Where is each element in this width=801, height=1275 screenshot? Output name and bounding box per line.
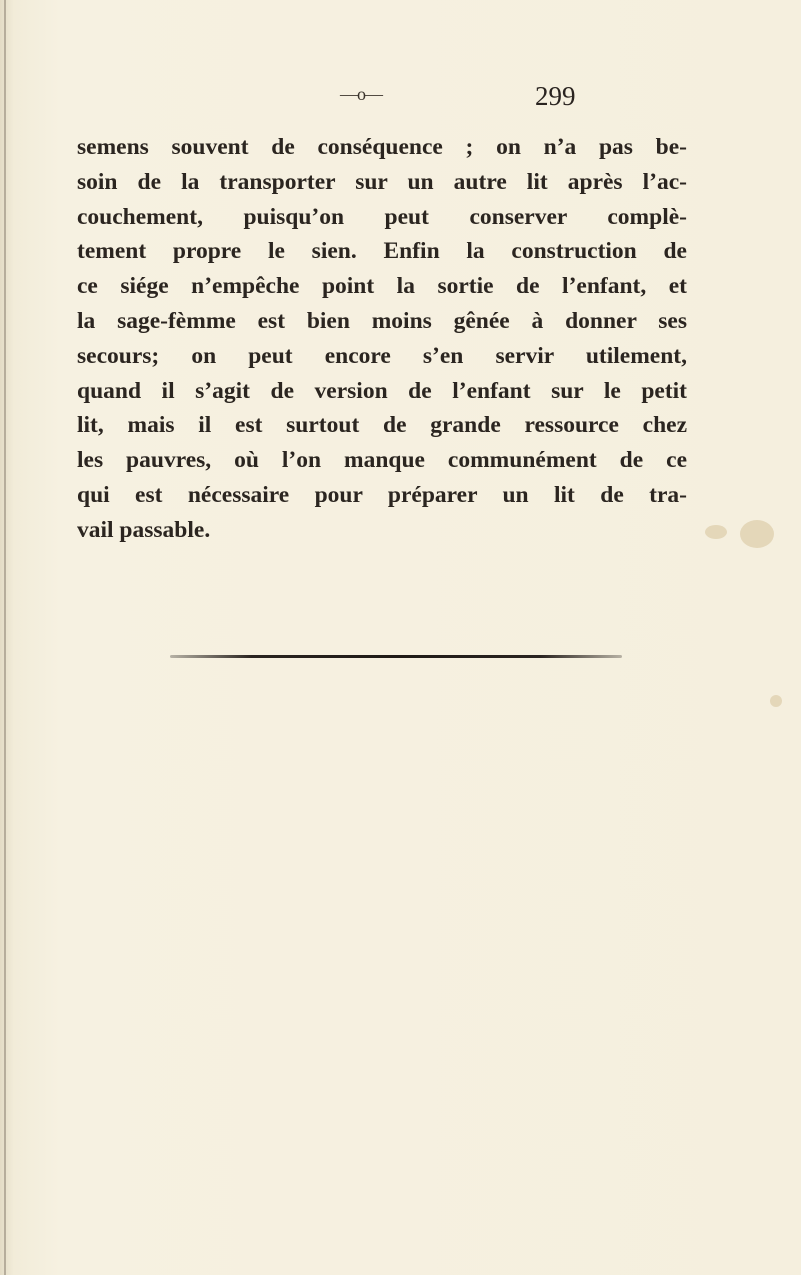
- text-line: ce siége n’empêche point la sortie de l’enfant, et: [77, 273, 687, 300]
- text-line: les pauvres, où l’on manque communément de ce: [77, 447, 687, 474]
- header-ornament: —o—: [340, 84, 382, 104]
- text-line-last: vail passable.: [77, 516, 211, 543]
- text-line: soin de la transporter sur un autre lit après l’ac-: [77, 168, 687, 195]
- page-number: 299: [535, 81, 576, 111]
- text-line: qui est nécessaire pour préparer un lit de tra-: [77, 481, 687, 508]
- body-text: [77, 130, 687, 548]
- text-line: secours; on peut encore s’en servir utilement,: [77, 342, 687, 369]
- paper-stain: [770, 695, 782, 707]
- binding-edge: [4, 0, 6, 1275]
- text-line: lit, mais il est surtout de grande ressource chez: [77, 412, 687, 439]
- paper-stain: [740, 520, 774, 548]
- text-line: semens souvent de conséquence ; on n’a pas be-: [77, 134, 687, 160]
- text-line: quand il s’agit de version de l’enfant sur le petit: [77, 377, 687, 404]
- page-header: [340, 81, 690, 114]
- text-line: couchement, puisqu’on peut conserver complè-: [77, 203, 687, 230]
- text-line: tement propre le sien. Enfin la construction de: [77, 238, 687, 265]
- paper-stain: [705, 525, 727, 539]
- section-rule: [170, 655, 622, 658]
- text-line: la sage-fèmme est bien moins gênée à donner ses: [77, 307, 687, 334]
